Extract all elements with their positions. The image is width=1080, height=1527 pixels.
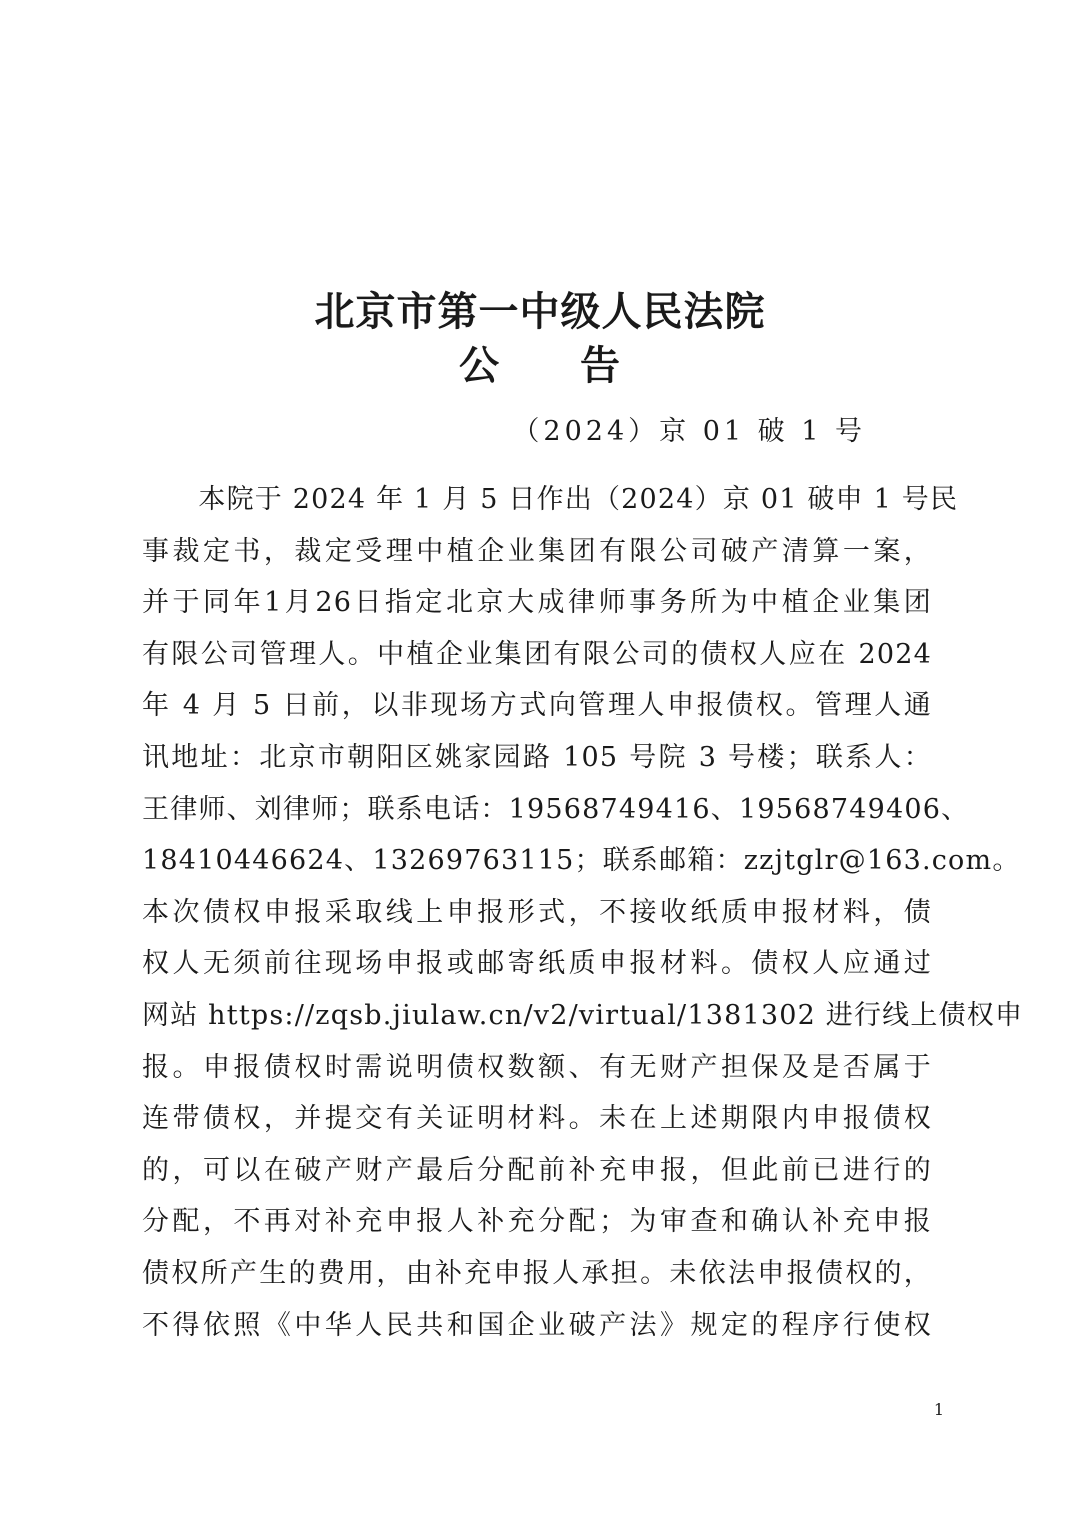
body-line: 本次债权申报采取线上申报形式，不接收纸质申报材料，债 — [142, 896, 932, 928]
body-line: 年 4 月 5 日前，以非现场方式向管理人申报债权。管理人通 — [142, 690, 932, 722]
body-line: 网站 https://zqsb.jiulaw.cn/v2/virtual/1381302 进行线上债权申 — [142, 999, 1024, 1031]
body-line: 报。申报债权时需说明债权数额、有无财产担保及是否属于 — [142, 1051, 932, 1083]
announcement-body — [142, 474, 1024, 1351]
body-line: 权人无须前往现场申报或邮寄纸质申报材料。债权人应通过 — [142, 948, 932, 980]
body-line: 讯地址：北京市朝阳区姚家园路 105 号院 3 号楼；联系人： — [142, 741, 932, 773]
body-line: 不得依照《中华人民共和国企业破产法》规定的程序行使权 — [142, 1309, 932, 1341]
body-line: 有限公司管理人。中植企业集团有限公司的债权人应在 2024 — [142, 638, 932, 670]
document-type-heading — [0, 338, 1080, 394]
body-line: 18410446624、13269763115；联系邮箱：zzjtglr@163.com。 — [142, 845, 1021, 877]
body-line: 并于同年1月26日指定北京大成律师事务所为中植企业集团 — [142, 587, 932, 619]
body-line: 王律师、刘律师；联系电话：19568749416、19568749406、 — [142, 793, 970, 825]
body-line: 本院于 2024 年 1 月 5 日作出（2024）京 01 破申 1 号民 — [142, 484, 959, 515]
document-type-char-1: 公 — [459, 343, 500, 389]
document-type-char-2: 告 — [580, 343, 621, 389]
body-line: 分配，不再对补充申报人补充分配；为审查和确认补充申报 — [142, 1206, 932, 1238]
body-line: 连带债权，并提交有关证明材料。未在上述期限内申报债权 — [142, 1103, 932, 1135]
court-name-heading: 北京市第一中级人民法院 — [314, 289, 766, 335]
page-number: 1 — [933, 1400, 944, 1419]
case-number: （2024）京 01 破 1 号 — [512, 416, 866, 447]
body-line: 的，可以在破产财产最后分配前补充申报，但此前已进行的 — [142, 1154, 932, 1186]
body-line: 债权所产生的费用，由补充申报人承担。未依法申报债权的， — [142, 1257, 932, 1289]
body-line: 事裁定书，裁定受理中植企业集团有限公司破产清算一案， — [142, 535, 932, 567]
